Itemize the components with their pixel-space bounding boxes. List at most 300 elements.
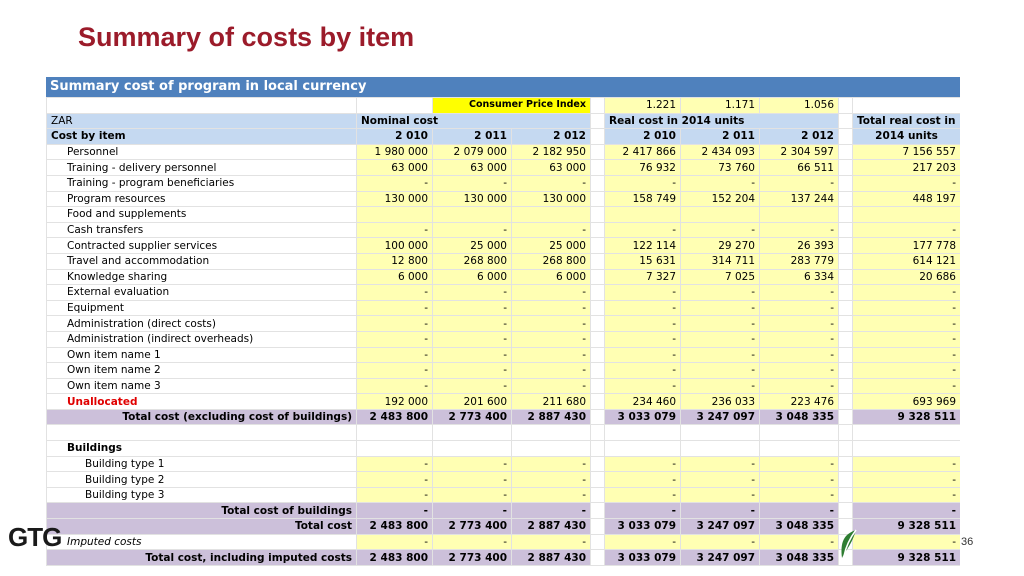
cpi-value[interactable]: 1.171 <box>681 98 760 114</box>
nominal-cost-cell[interactable]: 25 000 <box>433 238 512 254</box>
building-row <box>47 472 961 488</box>
gap-cell <box>591 207 605 223</box>
gtg-logo: GTG <box>8 522 62 552</box>
nominal-cost-cell[interactable]: - <box>512 456 591 472</box>
real-cost-cell: - <box>605 300 681 316</box>
nominal-cost-cell[interactable]: - <box>433 316 512 332</box>
real-cost-cell: - <box>605 503 681 519</box>
nominal-cost-cell[interactable]: 268 800 <box>433 253 512 269</box>
gap-cell <box>839 285 853 301</box>
gap-cell <box>839 394 853 410</box>
real-cost-cell: 76 932 <box>605 160 681 176</box>
gap-cell <box>591 238 605 254</box>
nominal-cost-cell[interactable]: 201 600 <box>433 394 512 410</box>
total-real-cost-cell: - <box>853 503 961 519</box>
real-cost-cell: 223 476 <box>760 394 839 410</box>
real-cost-cell: 3 048 335 <box>760 409 839 425</box>
item-label: Personnel <box>47 144 357 160</box>
real-cost-cell: - <box>760 487 839 503</box>
gap-cell <box>591 363 605 379</box>
real-cost-cell: - <box>760 347 839 363</box>
real-cost-cell: - <box>681 472 760 488</box>
item-label: Contracted supplier services <box>47 238 357 254</box>
nominal-cost-cell[interactable]: - <box>512 316 591 332</box>
real-cost-cell: 7 025 <box>681 269 760 285</box>
nominal-cost-cell[interactable]: 2 079 000 <box>433 144 512 160</box>
gap-cell <box>839 378 853 394</box>
spacer-cell <box>591 425 605 441</box>
nominal-cost-cell[interactable]: - <box>357 472 433 488</box>
total-real-cost-cell: - <box>853 363 961 379</box>
gap-cell <box>839 222 853 238</box>
real-cost-cell: - <box>760 175 839 191</box>
real-cost-cell: 2 304 597 <box>760 144 839 160</box>
nominal-cost-cell[interactable]: - <box>357 487 433 503</box>
item-label: Unallocated <box>47 394 357 410</box>
gap-cell <box>591 456 605 472</box>
nominal-cost-cell: 2 483 800 <box>357 550 433 566</box>
total-excluding-buildings-row <box>47 409 961 425</box>
total-real-cost-cell: 614 121 <box>853 253 961 269</box>
real-cost-cell: - <box>760 300 839 316</box>
nominal-cost-cell[interactable]: 25 000 <box>512 238 591 254</box>
total-real-cost-cell: 217 203 <box>853 160 961 176</box>
nominal-cost-cell: - <box>357 503 433 519</box>
gap-cell <box>591 331 605 347</box>
nominal-cost-cell[interactable] <box>512 207 591 223</box>
real-cost-cell: - <box>681 300 760 316</box>
nominal-cost-label: Nominal cost <box>357 113 591 129</box>
nominal-cost-cell[interactable]: 268 800 <box>512 253 591 269</box>
real-cost-cell: 283 779 <box>760 253 839 269</box>
nominal-cost-cell[interactable]: - <box>512 347 591 363</box>
item-row <box>47 144 961 160</box>
item-label: Building type 1 <box>47 456 357 472</box>
nominal-cost-cell[interactable]: 130 000 <box>433 191 512 207</box>
spacer-cell <box>681 425 760 441</box>
year-header-row <box>47 129 961 145</box>
real-cost-cell: - <box>681 347 760 363</box>
item-label: External evaluation <box>47 285 357 301</box>
empty-cell <box>839 441 853 457</box>
item-label: Building type 2 <box>47 472 357 488</box>
item-label: Own item name 2 <box>47 363 357 379</box>
gap-cell <box>591 550 605 566</box>
page-number: 36 <box>961 536 974 548</box>
slide-title: Summary of costs by item <box>78 22 415 52</box>
nominal-cost-cell: 2 773 400 <box>433 519 512 535</box>
real-cost-cell: 314 711 <box>681 253 760 269</box>
item-label: Training - delivery personnel <box>47 160 357 176</box>
nominal-cost-cell[interactable]: 130 000 <box>512 191 591 207</box>
item-row <box>47 331 961 347</box>
nominal-cost-cell[interactable]: - <box>433 300 512 316</box>
nominal-cost-cell[interactable] <box>433 207 512 223</box>
real-cost-cell: 6 334 <box>760 269 839 285</box>
gap-cell <box>839 160 853 176</box>
total-real-cost-cell: - <box>853 316 961 332</box>
item-row <box>47 378 961 394</box>
real-cost-cell: - <box>760 456 839 472</box>
total-real-cost-cell: - <box>853 175 961 191</box>
real-cost-cell: 3 247 097 <box>681 519 760 535</box>
total-real-cost-cell: - <box>853 378 961 394</box>
empty-cell <box>433 441 512 457</box>
real-cost-cell: - <box>605 222 681 238</box>
spacer-row <box>47 425 961 441</box>
leaf-logo-icon <box>838 528 858 560</box>
total-real-cost-cell: 177 778 <box>853 238 961 254</box>
cpi-label: Consumer Price Index <box>433 98 591 114</box>
empty-cell <box>591 441 605 457</box>
gap-cell <box>839 207 853 223</box>
gap-cell <box>591 409 605 425</box>
gap-cell <box>591 300 605 316</box>
real-cost-cell: 152 204 <box>681 191 760 207</box>
total-real-cost-cell: - <box>853 300 961 316</box>
year-header: 2 010 <box>357 129 433 145</box>
gap-cell <box>839 331 853 347</box>
empty-cell <box>681 441 760 457</box>
gap-cell <box>839 253 853 269</box>
real-cost-cell: - <box>605 347 681 363</box>
item-row <box>47 300 961 316</box>
real-cost-cell: - <box>605 472 681 488</box>
gap-cell <box>839 300 853 316</box>
spacer-cell <box>433 425 512 441</box>
real-cost-cell: 3 048 335 <box>760 519 839 535</box>
nominal-cost-cell[interactable]: - <box>357 300 433 316</box>
real-cost-cell: 3 033 079 <box>605 409 681 425</box>
real-cost-cell: 2 434 093 <box>681 144 760 160</box>
real-cost-cell: - <box>681 456 760 472</box>
item-row <box>47 207 961 223</box>
spacer-cell <box>512 425 591 441</box>
total-including-imputed-row <box>47 550 961 566</box>
gap-cell <box>839 487 853 503</box>
total-real-cost-cell: 448 197 <box>853 191 961 207</box>
real-cost-cell: - <box>760 378 839 394</box>
total-real-cost-cell: - <box>853 472 961 488</box>
total-real-cost-cell <box>853 207 961 223</box>
real-cost-cell: 3 033 079 <box>605 519 681 535</box>
item-label: Food and supplements <box>47 207 357 223</box>
gap-cell <box>839 409 853 425</box>
gap-cell <box>591 519 605 535</box>
real-cost-cell <box>681 207 760 223</box>
year-header: 2 012 <box>760 129 839 145</box>
total-real-cost-cell: 20 686 <box>853 269 961 285</box>
nominal-cost-cell[interactable]: - <box>357 331 433 347</box>
total-cost-row <box>47 519 961 535</box>
nominal-cost-cell[interactable]: 211 680 <box>512 394 591 410</box>
empty-cell <box>512 441 591 457</box>
gap-cell <box>591 160 605 176</box>
nominal-cost-cell[interactable]: 2 182 950 <box>512 144 591 160</box>
year-header: 2 011 <box>433 129 512 145</box>
nominal-cost-cell[interactable]: 63 000 <box>357 160 433 176</box>
nominal-cost-cell[interactable]: - <box>433 487 512 503</box>
real-cost-cell: 3 033 079 <box>605 550 681 566</box>
nominal-cost-cell[interactable]: - <box>433 331 512 347</box>
cost-table <box>46 97 960 566</box>
nominal-cost-cell[interactable]: - <box>433 456 512 472</box>
buildings-header-row <box>47 441 961 457</box>
real-cost-cell: - <box>605 378 681 394</box>
nominal-cost-cell[interactable]: - <box>512 487 591 503</box>
nominal-cost-cell[interactable]: - <box>512 363 591 379</box>
real-cost-cell: - <box>605 487 681 503</box>
real-cost-cell: 73 760 <box>681 160 760 176</box>
year-header: 2 010 <box>605 129 681 145</box>
total-real-cost-cell: - <box>853 222 961 238</box>
real-cost-cell: 2 417 866 <box>605 144 681 160</box>
nominal-cost-cell[interactable]: - <box>512 378 591 394</box>
item-label: Travel and accommodation <box>47 253 357 269</box>
total-real-cost-cell: 9 328 511 <box>853 519 961 535</box>
cpi-row <box>47 98 961 114</box>
real-cost-cell: - <box>681 222 760 238</box>
gap-cell <box>591 144 605 160</box>
spacer-cell <box>760 425 839 441</box>
nominal-cost-cell[interactable]: 6 000 <box>512 269 591 285</box>
item-row <box>47 222 961 238</box>
real-cost-cell: 234 460 <box>605 394 681 410</box>
real-cost-cell: - <box>681 285 760 301</box>
nominal-cost-cell[interactable]: - <box>433 363 512 379</box>
cost-by-item-label: Cost by item <box>47 129 357 145</box>
real-cost-cell: - <box>760 472 839 488</box>
item-label: Imputed costs <box>47 534 357 550</box>
item-row <box>47 285 961 301</box>
gap-cell <box>591 222 605 238</box>
item-row <box>47 363 961 379</box>
total-real-cost-cell: 9 328 511 <box>853 550 961 566</box>
item-label: Training - program beneficiaries <box>47 175 357 191</box>
item-label: Cash transfers <box>47 222 357 238</box>
nominal-cost-cell[interactable]: - <box>357 222 433 238</box>
real-cost-cell: - <box>760 331 839 347</box>
real-cost-cell: - <box>681 487 760 503</box>
real-cost-cell: 66 511 <box>760 160 839 176</box>
item-label: Building type 3 <box>47 487 357 503</box>
item-row <box>47 160 961 176</box>
building-row <box>47 456 961 472</box>
imputed-costs-row <box>47 534 961 550</box>
total-real-cost-cell: - <box>853 347 961 363</box>
real-cost-cell: 7 327 <box>605 269 681 285</box>
nominal-cost-cell[interactable]: - <box>357 456 433 472</box>
real-cost-cell: 158 749 <box>605 191 681 207</box>
item-row <box>47 269 961 285</box>
nominal-cost-cell[interactable]: - <box>512 331 591 347</box>
real-cost-cell: - <box>760 503 839 519</box>
real-cost-cell: 29 270 <box>681 238 760 254</box>
empty-cell <box>760 441 839 457</box>
nominal-cost-cell[interactable]: - <box>357 316 433 332</box>
gap-cell <box>839 347 853 363</box>
real-cost-cell: - <box>760 316 839 332</box>
gap-cell <box>591 191 605 207</box>
cpi-value[interactable]: 1.056 <box>760 98 839 114</box>
gap-cell <box>839 456 853 472</box>
real-cost-cell: 236 033 <box>681 394 760 410</box>
real-cost-cell: - <box>605 285 681 301</box>
nominal-cost-cell: 2 483 800 <box>357 519 433 535</box>
cpi-value[interactable]: 1.221 <box>605 98 681 114</box>
gap-cell <box>591 269 605 285</box>
real-cost-cell: - <box>605 534 681 550</box>
item-label: Own item name 3 <box>47 378 357 394</box>
nominal-cost-cell[interactable]: 1 980 000 <box>357 144 433 160</box>
real-cost-cell: - <box>605 363 681 379</box>
nominal-cost-cell[interactable]: - <box>433 534 512 550</box>
item-row <box>47 191 961 207</box>
real-cost-cell: 3 247 097 <box>681 409 760 425</box>
nominal-cost-cell: - <box>433 503 512 519</box>
real-cost-cell: - <box>681 331 760 347</box>
nominal-cost-cell[interactable]: 130 000 <box>357 191 433 207</box>
real-cost-cell: - <box>681 534 760 550</box>
gap-cell <box>839 269 853 285</box>
nominal-cost-cell[interactable]: - <box>433 175 512 191</box>
item-row <box>47 316 961 332</box>
gap-cell <box>839 316 853 332</box>
nominal-cost-cell[interactable]: - <box>357 378 433 394</box>
total-real-cost-cell: - <box>853 331 961 347</box>
nominal-cost-cell[interactable] <box>357 207 433 223</box>
cost-spreadsheet <box>46 77 960 576</box>
year-header: 2 011 <box>681 129 760 145</box>
total-label: Total cost (excluding cost of buildings) <box>47 409 357 425</box>
total-buildings-row <box>47 503 961 519</box>
spacer-cell <box>605 425 681 441</box>
nominal-cost-cell[interactable]: - <box>512 222 591 238</box>
total-real-cost-cell: 7 156 557 <box>853 144 961 160</box>
nominal-cost-cell[interactable]: 63 000 <box>433 160 512 176</box>
nominal-cost-cell[interactable]: - <box>512 534 591 550</box>
real-cost-cell: - <box>760 285 839 301</box>
gap-cell <box>591 378 605 394</box>
nominal-cost-cell[interactable]: - <box>512 300 591 316</box>
gap-cell <box>591 347 605 363</box>
gap-cell <box>839 175 853 191</box>
nominal-cost-cell[interactable]: 192 000 <box>357 394 433 410</box>
item-label: Equipment <box>47 300 357 316</box>
nominal-cost-cell[interactable]: 6 000 <box>433 269 512 285</box>
nominal-cost-cell[interactable]: - <box>433 222 512 238</box>
nominal-cost-cell[interactable]: - <box>357 285 433 301</box>
nominal-cost-cell[interactable]: - <box>433 378 512 394</box>
empty-cell <box>853 441 961 457</box>
nominal-cost-cell: 2 887 430 <box>512 550 591 566</box>
real-cost-cell: 122 114 <box>605 238 681 254</box>
building-row <box>47 487 961 503</box>
gap-cell <box>591 487 605 503</box>
nominal-cost-cell[interactable]: - <box>357 347 433 363</box>
real-cost-cell: - <box>760 222 839 238</box>
item-row <box>47 347 961 363</box>
item-label: Program resources <box>47 191 357 207</box>
real-cost-cell: 137 244 <box>760 191 839 207</box>
nominal-cost-cell[interactable]: 63 000 <box>512 160 591 176</box>
real-cost-cell <box>760 207 839 223</box>
gap-cell <box>591 175 605 191</box>
gap-cell <box>591 316 605 332</box>
nominal-cost-cell[interactable]: - <box>357 534 433 550</box>
item-row <box>47 394 961 410</box>
units-header: 2014 units <box>853 129 961 145</box>
nominal-cost-cell: 2 773 400 <box>433 409 512 425</box>
spacer-cell <box>357 425 433 441</box>
empty-cell <box>605 441 681 457</box>
nominal-cost-cell[interactable]: - <box>433 285 512 301</box>
nominal-cost-cell[interactable]: 100 000 <box>357 238 433 254</box>
year-header: 2 012 <box>512 129 591 145</box>
item-label: Own item name 1 <box>47 347 357 363</box>
nominal-cost-cell: 2 887 430 <box>512 519 591 535</box>
spacer-cell <box>853 425 961 441</box>
real-cost-cell: - <box>681 378 760 394</box>
nominal-cost-cell[interactable]: 12 800 <box>357 253 433 269</box>
nominal-cost-cell[interactable]: 6 000 <box>357 269 433 285</box>
item-label: Knowledge sharing <box>47 269 357 285</box>
real-cost-cell: 3 247 097 <box>681 550 760 566</box>
total-real-cost-cell: - <box>853 456 961 472</box>
gap-cell <box>591 285 605 301</box>
nominal-cost-cell[interactable]: - <box>357 175 433 191</box>
total-real-cost-cell: - <box>853 285 961 301</box>
total-real-cost-cell: 9 328 511 <box>853 409 961 425</box>
nominal-cost-cell[interactable]: - <box>357 363 433 379</box>
sheet-header: Summary cost of program in local currency <box>46 77 960 97</box>
real-cost-cell: 15 631 <box>605 253 681 269</box>
gap-cell <box>839 363 853 379</box>
total-real-cost-cell: - <box>853 534 961 550</box>
nominal-cost-cell: 2 773 400 <box>433 550 512 566</box>
nominal-cost-cell[interactable]: - <box>512 285 591 301</box>
real-cost-cell: - <box>760 363 839 379</box>
nominal-cost-cell[interactable]: - <box>512 175 591 191</box>
real-cost-cell: - <box>681 175 760 191</box>
nominal-cost-cell[interactable]: - <box>433 347 512 363</box>
total-label: Total cost of buildings <box>47 503 357 519</box>
item-label: Administration (indirect overheads) <box>47 331 357 347</box>
gap-cell <box>591 394 605 410</box>
real-cost-cell: - <box>760 534 839 550</box>
total-real-cost-cell: 693 969 <box>853 394 961 410</box>
real-cost-label: Real cost in 2014 units <box>605 113 839 129</box>
item-row <box>47 238 961 254</box>
nominal-cost-cell: - <box>512 503 591 519</box>
section-header-row <box>47 113 961 129</box>
real-cost-cell: - <box>681 503 760 519</box>
gap-cell <box>839 503 853 519</box>
item-label: Administration (direct costs) <box>47 316 357 332</box>
item-row <box>47 175 961 191</box>
total-real-cost-label: Total real cost in <box>853 113 961 129</box>
spacer-cell <box>47 425 357 441</box>
real-cost-cell: - <box>681 316 760 332</box>
gap-cell <box>591 472 605 488</box>
buildings-label: Buildings <box>47 441 357 457</box>
real-cost-cell: 26 393 <box>760 238 839 254</box>
item-row <box>47 253 961 269</box>
gap-cell <box>839 238 853 254</box>
nominal-cost-cell[interactable]: - <box>433 472 512 488</box>
nominal-cost-cell[interactable]: - <box>512 472 591 488</box>
gap-cell <box>591 503 605 519</box>
